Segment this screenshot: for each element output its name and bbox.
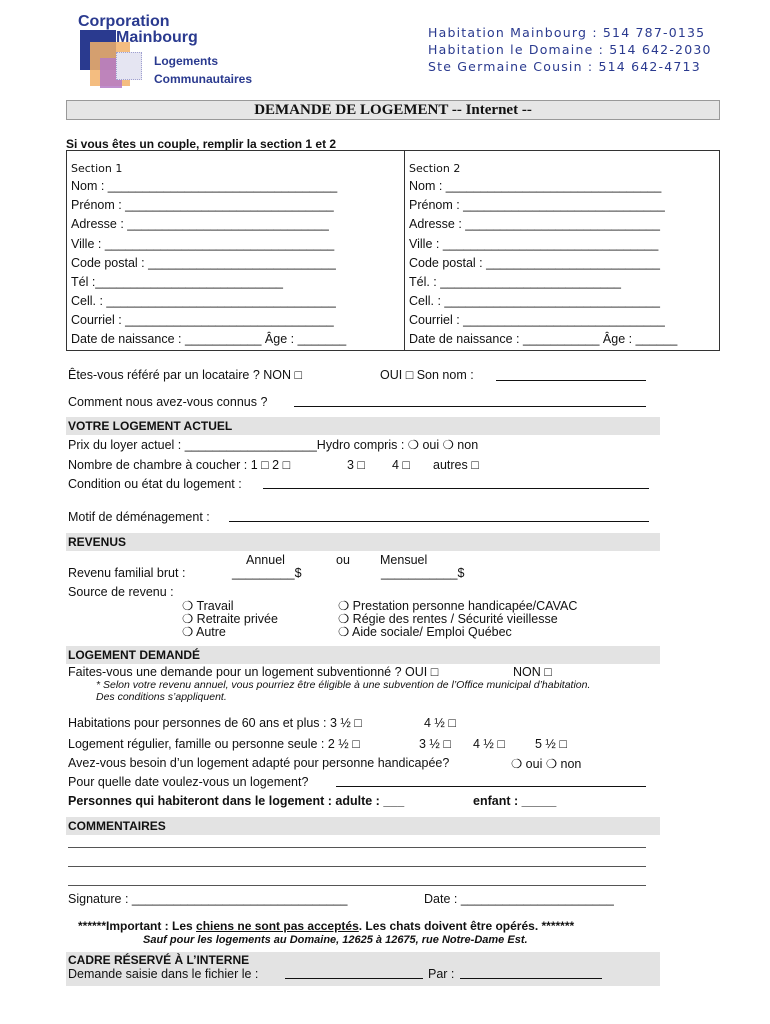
habitation-60-4half[interactable]: 4 ½ □	[424, 716, 456, 730]
s2-tel-field[interactable]: Tél. : __________________________	[409, 275, 622, 289]
regulier-5half[interactable]: 5 ½ □	[535, 737, 567, 751]
adapte-question: Avez-vous besoin d’un logement adapté pour personne handicapée?	[68, 756, 450, 770]
subventionne-non-option[interactable]: NON □	[513, 665, 552, 679]
chambre-4-checkbox[interactable]: 4 □	[392, 458, 410, 472]
logo-text-communautaires: Communautaires	[154, 72, 253, 86]
revenu-mensuel-field[interactable]: ___________$	[381, 566, 465, 580]
corporation-logo	[76, 12, 296, 92]
source-revenu-label: Source de revenu :	[68, 585, 174, 599]
section2-heading: Section 2	[409, 162, 461, 175]
revenu-brut-label: Revenu familial brut :	[68, 566, 186, 580]
chambre-3-checkbox[interactable]: 3 □	[347, 458, 365, 472]
s2-code-postal-field[interactable]: Code postal : _________________________	[409, 256, 660, 270]
connus-label: Comment nous avez-vous connus ?	[68, 395, 268, 409]
source-travail-radio[interactable]: ❍ Travail	[182, 599, 234, 613]
s2-naissance-field[interactable]: Date de naissance : ___________ Âge : ______	[409, 332, 678, 346]
comment-line-3[interactable]	[68, 885, 646, 886]
saisie-label: Demande saisie dans le fichier le :	[68, 967, 259, 981]
conditions-note: Des conditions s’appliquent.	[96, 691, 227, 703]
subventionne-oui-option[interactable]: Faites-vous une demande pour un logement subventionné ? OUI □	[68, 665, 439, 679]
logement-demande-header: LOGEMENT DEMANDÉ	[66, 646, 660, 664]
s1-adresse-field[interactable]: Adresse : _____________________________	[71, 217, 329, 231]
s1-courriel-field[interactable]: Courriel : ______________________________	[71, 313, 334, 327]
section-divider	[404, 151, 405, 350]
s1-naissance-field[interactable]: Date de naissance : ___________ Âge : _______	[71, 332, 347, 346]
adulte-count-field[interactable]: Personnes qui habiteront dans le logement : adulte : ___	[68, 794, 405, 808]
motif-label: Motif de déménagement :	[68, 510, 210, 524]
source-regie-radio[interactable]: ❍ Régie des rentes / Sécurité vieillesse	[338, 612, 558, 626]
section1-heading: Section 1	[71, 162, 123, 175]
regulier-4half[interactable]: 4 ½ □	[473, 737, 505, 751]
comment-line-1[interactable]	[68, 847, 646, 848]
contact-germaine: Ste Germaine Cousin : 514 642-4713	[428, 59, 701, 74]
referral-question[interactable]: Êtes-vous référé par un locataire ? NON □	[68, 368, 303, 382]
s1-ville-field[interactable]: Ville : _________________________________	[71, 237, 335, 251]
important-notice	[78, 919, 574, 933]
loyer-hydro-row[interactable]: Prix du loyer actuel : ___________________Hydro compris : ❍ oui ❍ non	[68, 438, 479, 452]
source-aide-sociale-radio[interactable]: ❍ Aide sociale/ Emploi Québec	[338, 625, 512, 639]
saisie-line[interactable]	[285, 967, 423, 979]
important-suffix: . Les chats doivent être opérés. *******	[358, 919, 575, 933]
s2-prenom-field[interactable]: Prénom : _____________________________	[409, 198, 665, 212]
contact-phone-list	[428, 24, 712, 75]
date-field[interactable]: Date : ______________________	[424, 892, 614, 906]
s1-code-postal-field[interactable]: Code postal : ___________________________	[71, 256, 336, 270]
s1-tel-field[interactable]: Tél :___________________________	[71, 275, 284, 289]
contact-mainbourg: Habitation Mainbourg : 514 787-0135	[428, 25, 706, 40]
par-line[interactable]	[460, 967, 602, 979]
referral-oui-option[interactable]: OUI □ Son nom :	[380, 368, 474, 382]
source-prestation-radio[interactable]: ❍ Prestation personne handicapée/CAVAC	[338, 599, 578, 613]
s2-courriel-field[interactable]: Courriel : _____________________________	[409, 313, 665, 327]
s2-nom-field[interactable]: Nom : _______________________________	[409, 179, 662, 193]
regulier-2half[interactable]: Logement régulier, famille ou personne seule : 2 ½ □	[68, 737, 360, 751]
couple-instruction: Si vous êtes un couple, remplir la section 1 et 2	[66, 137, 337, 151]
chambres-row[interactable]: Nombre de chambre à coucher : 1 □ 2 □	[68, 458, 291, 472]
s2-ville-field[interactable]: Ville : _______________________________	[409, 237, 659, 251]
adapte-oui-non-radio[interactable]: ❍ oui ❍ non	[511, 757, 582, 771]
revenus-header: REVENUS	[66, 533, 660, 551]
motif-line[interactable]	[229, 510, 649, 522]
subvention-note: * Selon votre revenu annuel, vous pourriez être éligible à une subvention de l’Office municipal d’habitation.	[96, 679, 591, 691]
logo-text-logements: Logements	[154, 54, 219, 68]
logo-text-mainbourg: Mainbourg	[116, 29, 198, 46]
s2-cell-field[interactable]: Cell. : _______________________________	[409, 294, 660, 308]
s2-adresse-field[interactable]: Adresse : ____________________________	[409, 217, 660, 231]
comment-line-2[interactable]	[68, 866, 646, 867]
annuel-label: Annuel	[246, 553, 285, 567]
logement-actuel-header: VOTRE LOGEMENT ACTUEL	[66, 417, 660, 435]
regulier-3half[interactable]: 3 ½ □	[419, 737, 451, 751]
par-label: Par :	[428, 967, 455, 981]
domaine-exception: Sauf pour les logements au Domaine, 12625 à 12675, rue Notre-Dame Est.	[143, 934, 528, 946]
mensuel-label: Mensuel	[380, 553, 428, 567]
chambre-autres-checkbox[interactable]: autres □	[433, 458, 479, 472]
son-nom-line[interactable]	[496, 369, 646, 381]
revenu-annuel-field[interactable]: _________$	[232, 566, 302, 580]
s1-prenom-field[interactable]: Prénom : ______________________________	[71, 198, 334, 212]
enfant-count-field[interactable]: enfant : _____	[473, 794, 557, 808]
applicant-sections-box	[66, 150, 720, 351]
s1-cell-field[interactable]: Cell. : _________________________________	[71, 294, 336, 308]
logo-square-light	[116, 52, 142, 80]
connus-line[interactable]	[294, 395, 646, 407]
date-logement-label: Pour quelle date voulez-vous un logement?	[68, 775, 309, 789]
condition-line[interactable]	[263, 477, 649, 489]
s1-nom-field[interactable]: Nom : _________________________________	[71, 179, 338, 193]
chiens-text: chiens ne sont pas acceptés	[196, 919, 359, 933]
condition-label: Condition ou état du logement :	[68, 477, 242, 491]
date-logement-line[interactable]	[336, 775, 646, 787]
habitation-60-3half[interactable]: Habitations pour personnes de 60 ans et plus : 3 ½ □	[68, 716, 362, 730]
signature-field[interactable]: Signature : _______________________________	[68, 892, 348, 906]
form-title: DEMANDE DE LOGEMENT -- Internet --	[66, 100, 720, 120]
interne-header: CADRE RÉSERVÉ À L’INTERNE	[68, 953, 250, 967]
source-retraite-radio[interactable]: ❍ Retraite privée	[182, 612, 278, 626]
logo-text-corporation: Corporation	[78, 13, 170, 30]
commentaires-header: COMMENTAIRES	[66, 817, 660, 835]
ou-label: ou	[336, 553, 350, 567]
important-prefix: ******Important : Les	[78, 919, 197, 933]
contact-domaine: Habitation le Domaine : 514 642-2030	[428, 42, 712, 57]
source-autre-radio[interactable]: ❍ Autre	[182, 625, 226, 639]
